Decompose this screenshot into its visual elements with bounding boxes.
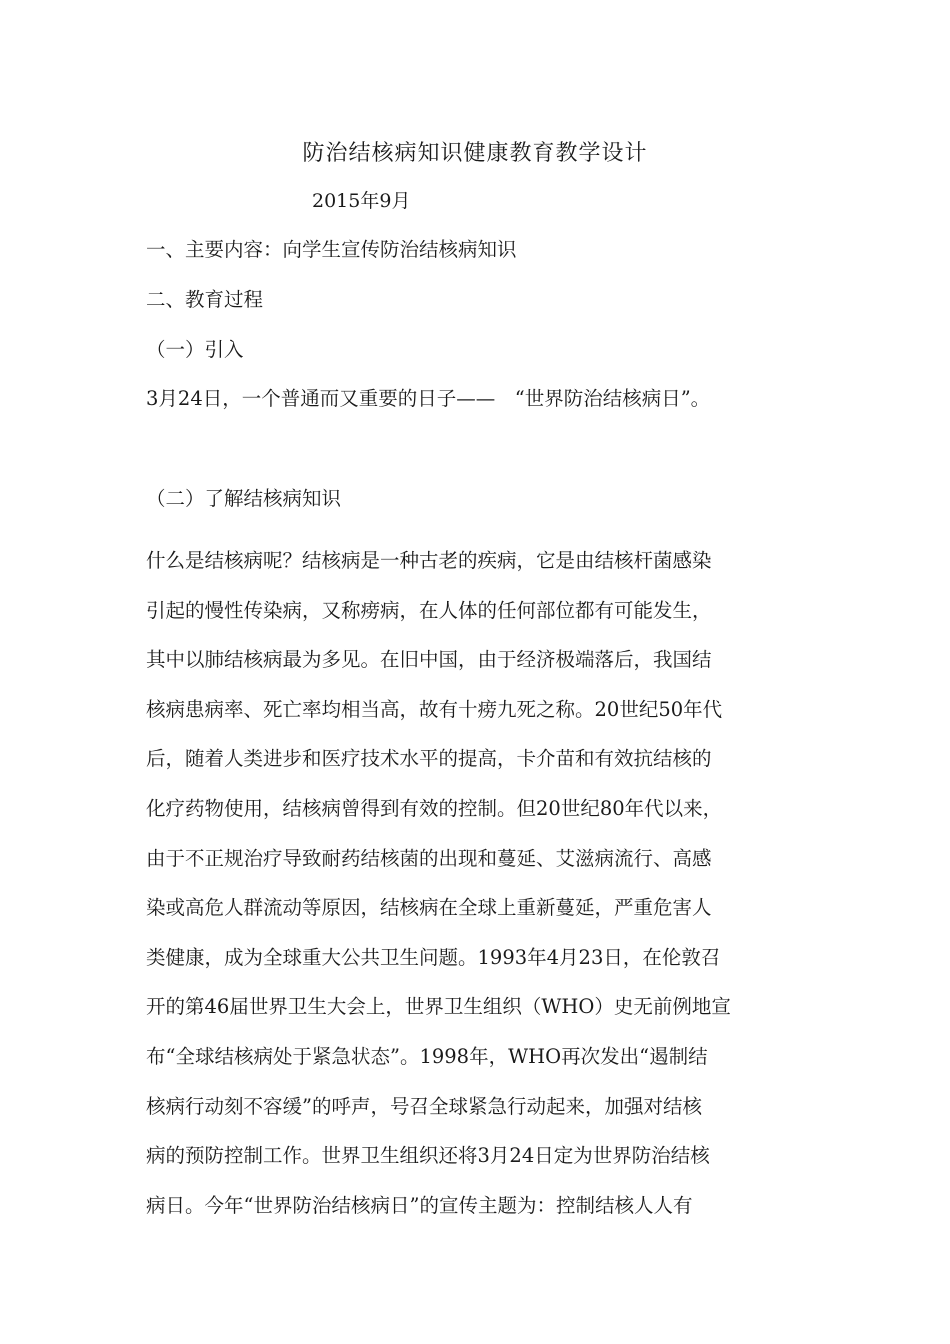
- body-line: 什么是结核病呢？结核病是一种古老的疾病，它是由结核杆菌感染: [146, 549, 712, 572]
- body-line: 引起的慢性传染病，又称痨病，在人体的任何部位都有可能发生，: [146, 598, 712, 622]
- body-line: 类健康，成为全球重大公共卫生问题。1993年4月23日，在伦敦召: [146, 945, 721, 969]
- section-education-process: 二、教育过程: [146, 288, 264, 311]
- body-line: 布“全球结核病处于紧急状态”。1998年，WHO再次发出“遏制结: [146, 1044, 708, 1068]
- subsection-introduction: （一）引入: [146, 338, 244, 361]
- body-line: 病的预防控制工作。世界卫生组织还将3月24日定为世界防治结核: [146, 1144, 710, 1168]
- body-line: 染或高危人群流动等原因，结核病在全球上重新蔓延，严重危害人: [146, 896, 712, 920]
- body-line: 化疗药物使用，结核病曾得到有效的控制。但20世纪80年代以来，: [146, 796, 723, 820]
- body-line: 由于不正规治疗导致耐药结核菌的出现和蔓延、艾滋病流行、高感: [146, 846, 712, 870]
- body-line: 其中以肺结核病最为多见。在旧中国，由于经济极端落后，我国结: [146, 648, 712, 672]
- body-line: 开的第46届世界卫生大会上，世界卫生组织（WHO）史无前例地宣: [146, 995, 731, 1019]
- document-title: 防治结核病知识健康教育教学设计: [302, 141, 648, 166]
- section-main-content: 一、主要内容：向学生宣传防治结核病知识: [146, 238, 517, 261]
- body-line: 后，随着人类进步和医疗技术水平的提高，卡介苗和有效抗结核的: [146, 747, 712, 771]
- body-line: 核病患病率、死亡率均相当高，故有十痨九死之称。20世纪50年代: [146, 697, 723, 721]
- body-line: 核病行动刻不容缓”的呼声，号召全球紧急行动起来，加强对结核: [146, 1094, 702, 1118]
- document-date: 2015年9月: [312, 190, 411, 212]
- body-line: 病日。今年“世界防治结核病日”的宣传主题为：控制结核人人有: [146, 1193, 693, 1217]
- body-paragraph: [146, 536, 731, 1230]
- intro-paragraph: 3月24日，一个普通而又重要的日子—— “世界防治结核病日”。: [146, 387, 711, 410]
- subsection-knowledge: （二）了解结核病知识: [146, 487, 342, 510]
